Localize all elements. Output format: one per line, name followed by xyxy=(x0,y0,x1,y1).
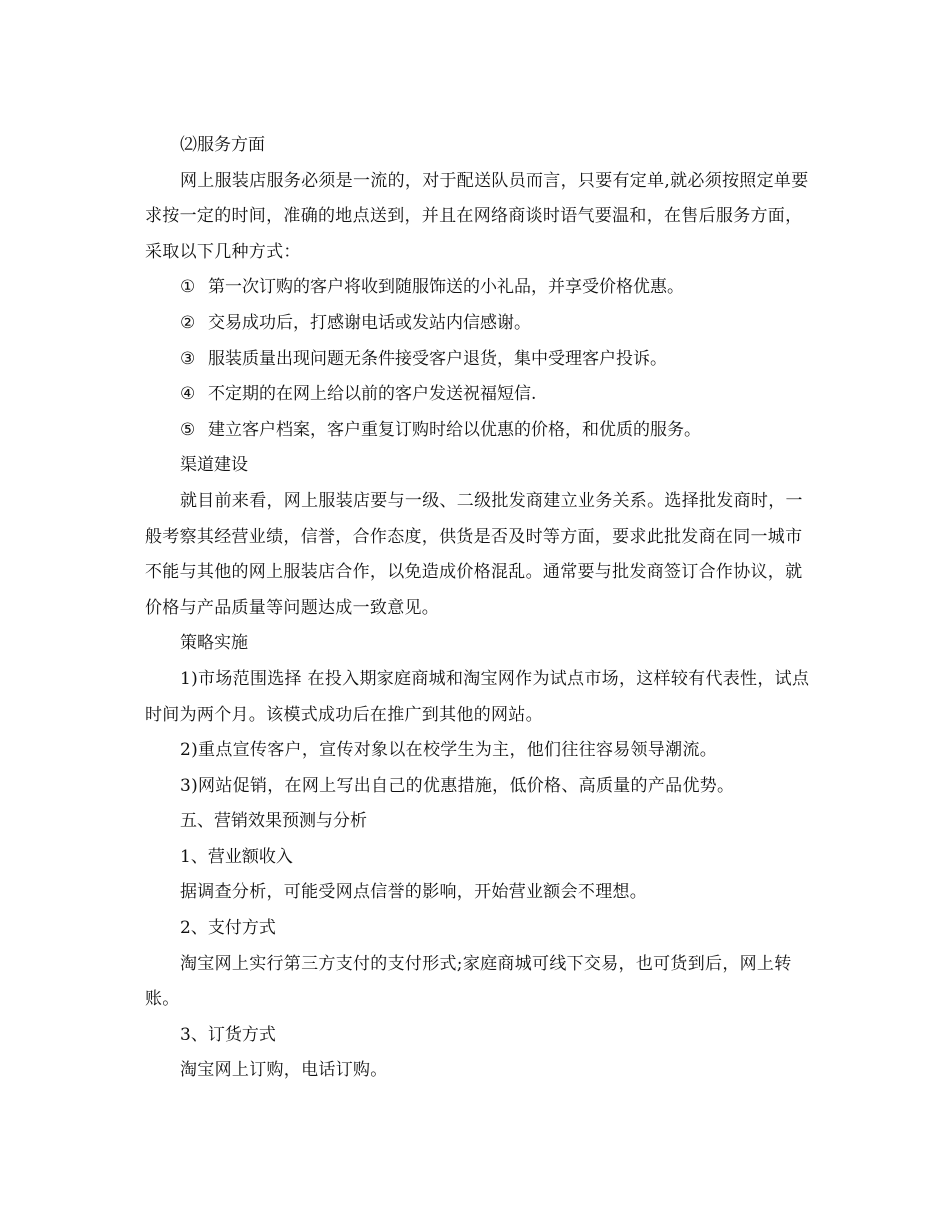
section-channel-heading: 渠道建设 xyxy=(180,455,248,476)
order-paragraph: 淘宝网上订购，电话订购。 xyxy=(180,1060,388,1081)
section-service-heading: ⑵服务方面 xyxy=(180,135,265,155)
strategy-item-1: 1)市场范围选择 在投入期家庭商城和淘宝网作为试点市场，这样较有代表性，试点时间为两个月。该模式成功后在推广到其他的网站。 xyxy=(145,668,810,725)
subsection-order-heading: 3、订货方式 xyxy=(180,1024,276,1045)
list-marker: ④ xyxy=(180,384,196,405)
service-item-4 xyxy=(145,377,815,413)
list-item-text: 不定期的在网上给以前的客户发送祝福短信. xyxy=(208,384,537,405)
list-marker: ⑤ xyxy=(180,419,196,440)
section-strategy-heading: 策略实施 xyxy=(180,633,248,654)
subsection-revenue-heading: 1、营业额收入 xyxy=(180,846,293,867)
list-item-text: 建立客户档案，客户重复订购时给以优惠的价格，和优质的服务。 xyxy=(208,419,701,440)
payment-paragraph: 淘宝网上实行第三方支付的支付形式;家庭商城可线下交易，也可货到后，网上转账。 xyxy=(145,953,792,1010)
revenue-paragraph: 据调查分析，可能受网点信誉的影响，开始营业额会不理想。 xyxy=(180,882,648,903)
list-marker: ① xyxy=(180,277,196,298)
section-five-heading: 五、营销效果预测与分析 xyxy=(180,811,367,832)
service-paragraph: 网上服装店服务必须是一流的，对于配送队员而言，只要有定单,就必须按照定单要求按一定的时间，准确的地点送到，并且在网络商谈时语气要温和，在售后服务方面，采取以下几种方式： xyxy=(145,170,809,262)
list-marker: ③ xyxy=(180,348,196,369)
channel-paragraph: 就目前来看，网上服装店要与一级、二级批发商建立业务关系。选择批发商时，一般考察其经营业绩，信誉，合作态度，供货是否及时等方面，要求此批发商在同一城市不能与其他的网上服装店合作，以免造成价格混乱。通常要与批发商签订合作协议，就价格与产品质量等问题达成一致意见。 xyxy=(145,490,803,618)
service-item-5 xyxy=(145,413,815,449)
list-marker: ② xyxy=(180,312,196,333)
strategy-item-3: 3)网站促销，在网上写出自己的优惠措施，低价格、高质量的产品优势。 xyxy=(180,775,735,796)
strategy-item-2: 2)重点宣传客户，宣传对象以在校学生为主，他们往往容易领导潮流。 xyxy=(180,740,718,761)
list-item-text: 交易成功后，打感谢电话或发站内信感谢。 xyxy=(208,312,531,333)
service-item-3 xyxy=(145,342,815,378)
list-item-text: 第一次订购的客户将收到随服饰送的小礼品，并享受价格优惠。 xyxy=(208,277,684,298)
document-body xyxy=(145,128,815,1089)
service-item-1 xyxy=(145,270,815,306)
subsection-payment-heading: 2、支付方式 xyxy=(180,918,276,939)
service-item-2 xyxy=(145,306,815,342)
list-item-text: 服装质量出现问题无条件接受客户退货，集中受理客户投诉。 xyxy=(208,348,667,369)
